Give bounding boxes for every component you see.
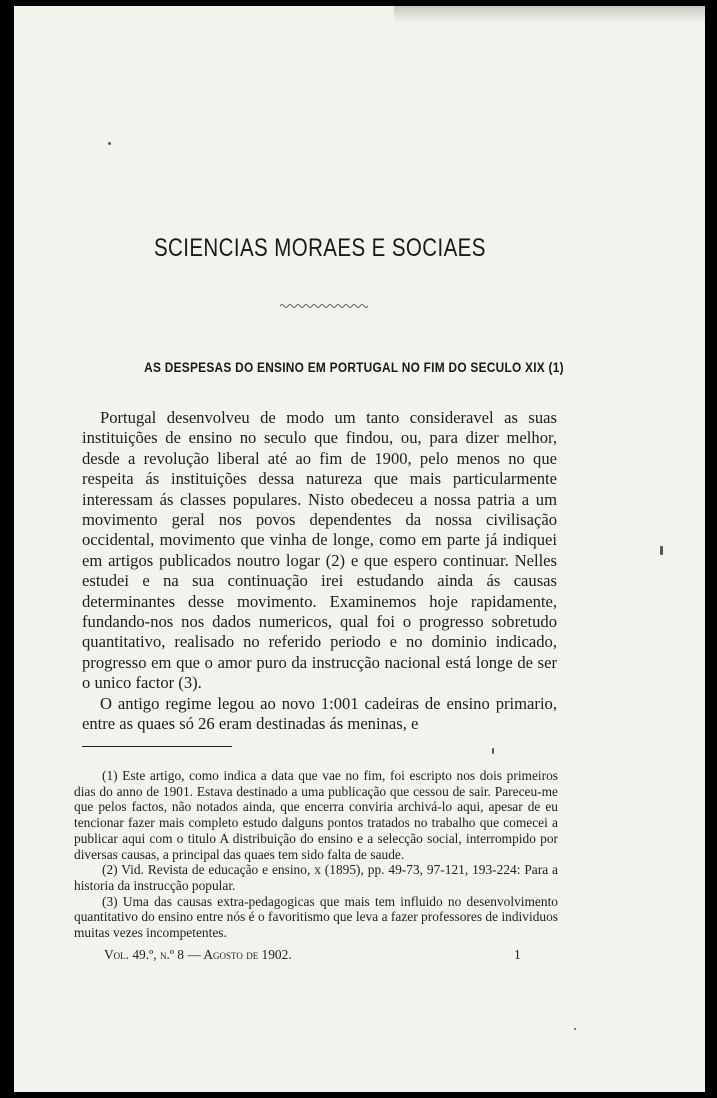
scan-speck (492, 748, 494, 754)
footnote: (3) Uma das causas extra-pedagogicas que mais tem influido no desenvolvimento quantitativo do ensino entre nós é o favoritismo que leva a fazer professores de individuos muitas vezes incompetentes. (74, 893, 558, 941)
scan-speck (574, 1028, 576, 1030)
page-number: 1 (514, 947, 521, 962)
scanned-page (14, 6, 705, 1092)
ornament-divider (280, 302, 370, 310)
volume-info: Vol. 49.º, n.º 8 — Agosto de 1902. (104, 947, 292, 962)
footnote: (1) Este artigo, como indica a data que vae no fim, foi escripto nos dois primeiros dias do anno de 1901. Estava destinado a uma publicação que cessou de sair. Pareceu-me que pelos factos, não notados ainda, que encerra conviria archivá-lo aqui, apesar de eu tencionar fazer mais completo estudo dalguns pontos tratados no trabalho que comecei a publicar aqui com o titulo A distribuição do ensino e a selecção social, interrompido por diversas causas, a principal das quaes tem sido falta de saude. (74, 768, 558, 862)
scan-speck (108, 142, 111, 145)
section-title: SCIENCIAS MORAES E SOCIAES (153, 234, 486, 262)
scan-speck (660, 546, 663, 555)
footnote: (2) Vid. Revista de educação e ensino, x (1895), pp. 49-73, 97-121, 193-224: Para a historia da instrucção popular. (74, 862, 558, 893)
article-title: AS DESPESAS DO ENSINO EM PORTUGAL NO FIM DO SECULO XIX (1) (144, 360, 564, 375)
scan-edge-shadow (394, 6, 705, 24)
article-body (82, 408, 557, 735)
page-footer (104, 947, 524, 963)
paragraph: Portugal desenvolveu de modo um tanto consideravel as suas instituições de ensino no seculo que findou, ou, para dizer melhor, desde a revolução liberal até ao fim de 1900, pelo menos no que respeita ás instituições dessa natureza que mais particularmente interessam ás classes populares. Nisto obedeceu a nossa patria a um movimento geral nos povos dependentes da nossa civilisação occidental, movimento que vinha de longe, como em parte já indiquei em artigos publicados noutro logar (2) e que espero continuar. Nelles estudei e na sua continuação irei estudando ainda ás causas determinantes desse movimento. Examinemos hoje rapidamente, fundando-nos nos dados numericos, qual foi o progresso sobretudo quantitativo, realisado no referido periodo e no dominio indicado, progresso em que o amor puro da instrucção nacional está longe de ser o unico factor (3). (82, 408, 557, 693)
footnotes (74, 768, 558, 941)
paragraph: O antigo regime legou ao novo 1:001 cadeiras de ensino primario, entre as quaes só 26 eram destinadas ás meninas, e (82, 693, 557, 734)
footnote-rule (82, 746, 232, 747)
